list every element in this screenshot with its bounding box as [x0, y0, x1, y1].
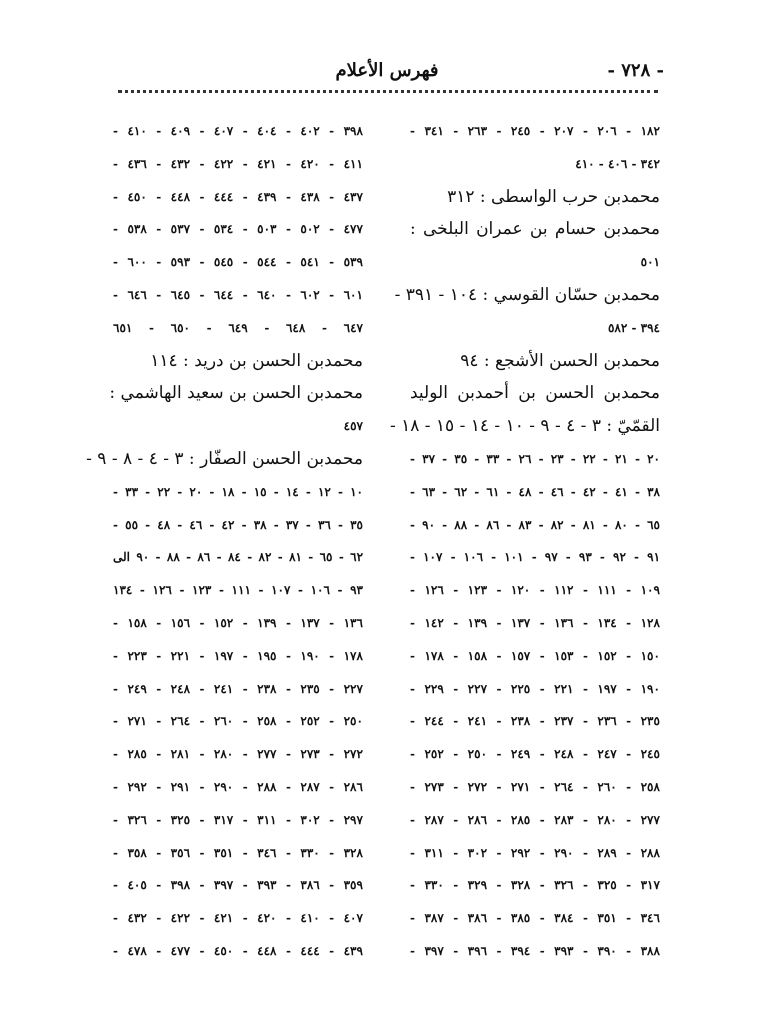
- page-title: فهرس الأعلام: [335, 60, 439, 81]
- index-line: ٤٥٧: [343, 419, 363, 434]
- index-line: ٢٨٦ - ٢٨٧ - ٢٨٨ - ٢٩٠ - ٢٩١ - ٢٩٢ -: [113, 779, 363, 794]
- index-line: ٢٤٥ - ٢٤٧ - ٢٤٨ - ٢٤٩ - ٢٥٠ - ٢٥٢ -: [410, 747, 660, 762]
- index-line: ٤١١ - ٤٢٠ - ٤٢١ - ٤٢٢ - ٤٣٢ - ٤٣٦ -: [113, 156, 363, 171]
- index-line: ٢٠ - ٢١ - ٢٢ - ٢٣ - ٢٦ - ٣٣ - ٣٥ - ٣٧ -: [410, 451, 660, 466]
- index-line: ٦٠١ - ٦٠٢ - ٦٤٠ - ٦٤٤ - ٦٤٥ - ٦٤٦ -: [113, 287, 363, 302]
- index-line: ٩٣ - ١٠٦ - ١٠٧ - ١١١ - ١٢٣ - ١٢٦ - ١٣٤: [113, 583, 363, 598]
- index-line: ٥٣٩ - ٥٤١ - ٥٤٤ - ٥٤٥ - ٥٩٣ - ٦٠٠ -: [113, 255, 363, 270]
- index-line: ٢٨٨ - ٢٨٩ - ٢٩٠ - ٢٩٢ - ٣٠٢ - ٣١١ -: [410, 845, 660, 860]
- index-line: ٤٠٧ - ٤١٠ - ٤٢٠ - ٤٢١ - ٤٢٢ - ٤٣٢ -: [113, 911, 363, 926]
- index-line: ٣٤٢ - ٤٠٦ - ٤١٠: [575, 156, 660, 171]
- index-line: ٣٥٩ - ٣٨٦ - ٣٩٣ - ٣٩٧ - ٣٩٨ - ٤٠٥ -: [113, 878, 363, 893]
- index-line: ٢٧٧ - ٢٨٠ - ٢٨٣ - ٢٨٥ - ٢٨٦ - ٢٨٧ -: [410, 812, 660, 827]
- index-entry-name: محمدبن الحسن الأشجع : ٩٤: [460, 350, 660, 371]
- header-divider: [118, 90, 658, 93]
- index-line: ١٣٦ - ١٣٧ - ١٣٩ - ١٥٢ - ١٥٦ - ١٥٨ -: [113, 615, 363, 630]
- page-number: - ٧٢٨ -: [607, 60, 664, 81]
- page-header: [0, 56, 774, 86]
- index-entry-name: محمدبن الحسن بن أحمدبن الوليد: [410, 383, 660, 404]
- index-line: ٣٨ - ٤١ - ٤٢ - ٤٦ - ٤٨ - ٦١ - ٦٢ - ٦٣ -: [410, 484, 660, 499]
- index-entry-name: محمدبن الحسن الصفّار : ٣ - ٤ - ٨ - ٩ -: [86, 448, 363, 469]
- index-line: ٦٢ - ٦٥ - ٨١ - ٨٢ - ٨٤ - ٨٦ - ٨٨ - ٩٠ الى: [113, 550, 364, 565]
- right-column: [389, 115, 661, 968]
- index-line: ٣٩٤ - ٥٨٢: [607, 320, 660, 335]
- index-line: ٣٤٦ - ٣٥١ - ٣٨٤ - ٣٨٥ - ٣٨٦ - ٣٨٧ -: [410, 911, 660, 926]
- index-line: ٩١ - ٩٢ - ٩٣ - ٩٧ - ١٠١ - ١٠٦ - ١٠٧ -: [410, 550, 661, 565]
- index-line: ٤٧٧ - ٥٠٢ - ٥٠٣ - ٥٣٤ - ٥٣٧ - ٥٣٨ -: [113, 222, 363, 237]
- index-line: ١٨٢ - ٢٠٦ - ٢٠٧ - ٢٤٥ - ٢٦٣ - ٣٤١ -: [410, 124, 660, 138]
- index-line: ٢٩٧ - ٣٠٢ - ٣١١ - ٣١٧ - ٣٢٥ - ٣٢٦ -: [113, 812, 363, 827]
- index-line: ٢٢٧ - ٢٣٥ - ٢٣٨ - ٢٤١ - ٢٤٨ - ٢٤٩ -: [113, 681, 363, 696]
- index-line: ١٥٠ - ١٥٢ - ١٥٣ - ١٥٧ - ١٥٨ - ١٧٨ -: [410, 648, 660, 663]
- index-line: ٦٤٧ - ٦٤٨ - ٦٤٩ - ٦٥٠ - ٦٥١: [113, 320, 363, 335]
- index-line: ١٩٠ - ١٩٧ - ٢٢١ - ٢٢٥ - ٢٢٧ - ٢٢٩ -: [410, 681, 660, 696]
- index-line: ٢٣٥ - ٢٣٦ - ٢٣٧ - ٢٣٨ - ٢٤١ - ٢٤٤ -: [410, 714, 660, 729]
- index-entry-name: محمدبن الحسن بن سعيد الهاشمي :: [109, 383, 363, 404]
- index-line: ٢٥٠ - ٢٥٢ - ٢٥٨ - ٢٦٠ - ٢٦٤ - ٢٧١ -: [113, 714, 363, 729]
- index-entry-name: محمدبن حرب الواسطى : ٣١٢: [447, 186, 660, 207]
- index-entry-name: القمّيّ : ٣ - ٤ - ٩ - ١٠ - ١٤ - ١٥ - ١٨ -: [389, 416, 660, 437]
- index-entry-name: محمدبن الحسن بن دريد : ١١٤: [150, 350, 363, 371]
- index-line: ٣٨٨ - ٣٩٠ - ٣٩٣ - ٣٩٤ - ٣٩٦ - ٣٩٧ -: [410, 943, 660, 958]
- index-line: ١٠٩ - ١١١ - ١١٢ - ١٢٠ - ١٢٣ - ١٢٦ -: [410, 583, 660, 598]
- index-line: ٣٢٨ - ٣٣٠ - ٣٤٦ - ٣٥١ - ٣٥٦ - ٣٥٨ -: [113, 845, 363, 860]
- index-line: ٣١٧ - ٣٢٥ - ٣٢٦ - ٣٢٨ - ٣٢٩ - ٣٣٠ -: [410, 878, 660, 893]
- index-entry-name: محمدبن حسام بن عمران البلخى :: [410, 219, 660, 240]
- index-line: ١٠ - ١٢ - ١٤ - ١٥ - ١٨ - ٢٠ - ٢٢ - ٣٣ -: [113, 484, 363, 499]
- left-column: [86, 115, 364, 968]
- index-line: ٤٣٩ - ٤٤٤ - ٤٤٨ - ٤٥٠ - ٤٧٧ - ٤٧٨ -: [113, 943, 363, 958]
- index-entry-name: محمدبن حسّان القوسي : ١٠٤ - ٣٩١ -: [394, 284, 660, 305]
- index-line: ٢٥٨ - ٢٦٠ - ٢٦٤ - ٢٧١ - ٢٧٢ - ٢٧٣ -: [410, 779, 660, 794]
- index-line: ١٢٨ - ١٣٤ - ١٣٦ - ١٣٧ - ١٣٩ - ١٤٢ -: [410, 615, 660, 630]
- index-line: ٣٥ - ٣٦ - ٣٧ - ٣٨ - ٤٢ - ٤٦ - ٤٨ - ٥٥ -: [113, 517, 363, 532]
- index-line: ٣٩٨ - ٤٠٢ - ٤٠٤ - ٤٠٧ - ٤٠٩ - ٤١٠ -: [113, 124, 363, 138]
- index-line: ٤٣٧ - ٤٣٨ - ٤٣٩ - ٤٤٤ - ٤٤٨ - ٤٥٠ -: [113, 189, 363, 204]
- index-line: ٢٧٢ - ٢٧٣ - ٢٧٧ - ٢٨٠ - ٢٨١ - ٢٨٥ -: [113, 747, 363, 762]
- index-line: ٥٠١: [640, 255, 660, 270]
- index-line: ٦٥ - ٨٠ - ٨١ - ٨٢ - ٨٣ - ٨٦ - ٨٨ - ٩٠ -: [410, 517, 660, 532]
- index-line: ١٧٨ - ١٩٠ - ١٩٥ - ١٩٧ - ٢٢١ - ٢٢٣ -: [113, 648, 363, 663]
